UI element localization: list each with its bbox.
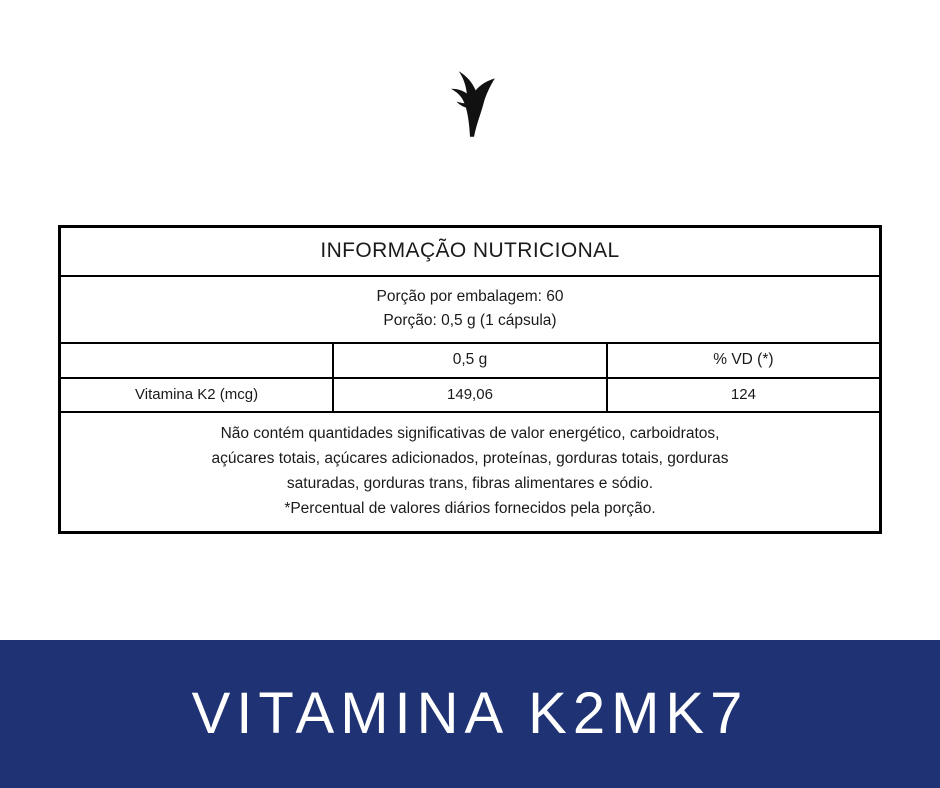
footnote-line-3: saturadas, gorduras trans, fibras alimentares e sódio. [286, 475, 654, 493]
header-daily-value: % VD (*) [607, 343, 881, 378]
portion-line-1: Porção por embalagem: 60 [376, 288, 564, 305]
footnote-line-4: *Percentual de valores diários fornecidos pela porção. [284, 500, 656, 518]
row-nutrient-daily-value: 124 [607, 378, 881, 412]
nutrition-title: INFORMAÇÃO NUTRICIONAL [60, 227, 881, 277]
footnote-line-1: Não contém quantidades significativas de valor energético, carboidratos, [220, 425, 720, 443]
table-row-footnote [60, 412, 881, 533]
footnote-line-2: açúcares totais, açúcares adicionados, proteínas, gorduras totais, gorduras [211, 450, 729, 468]
header-amount: 0,5 g [333, 343, 607, 378]
product-name: VITAMINA K2MK7 [191, 681, 749, 746]
leaf-bird-logo-icon [430, 60, 510, 140]
row-nutrient-amount: 149,06 [333, 378, 607, 412]
table-row [60, 378, 881, 412]
nutrition-facts-panel [58, 225, 882, 534]
header-nutrient [60, 343, 334, 378]
logo-area [0, 0, 940, 200]
nutrition-footnote [60, 412, 881, 533]
table-row-headers [60, 343, 881, 378]
portion-line-2: Porção: 0,5 g (1 cápsula) [383, 312, 557, 330]
portion-info [60, 276, 881, 343]
row-nutrient-name: Vitamina K2 (mcg) [60, 378, 334, 412]
product-banner [0, 640, 940, 788]
nutrition-table [58, 225, 882, 534]
table-row-title [60, 227, 881, 277]
table-row-portions [60, 276, 881, 343]
